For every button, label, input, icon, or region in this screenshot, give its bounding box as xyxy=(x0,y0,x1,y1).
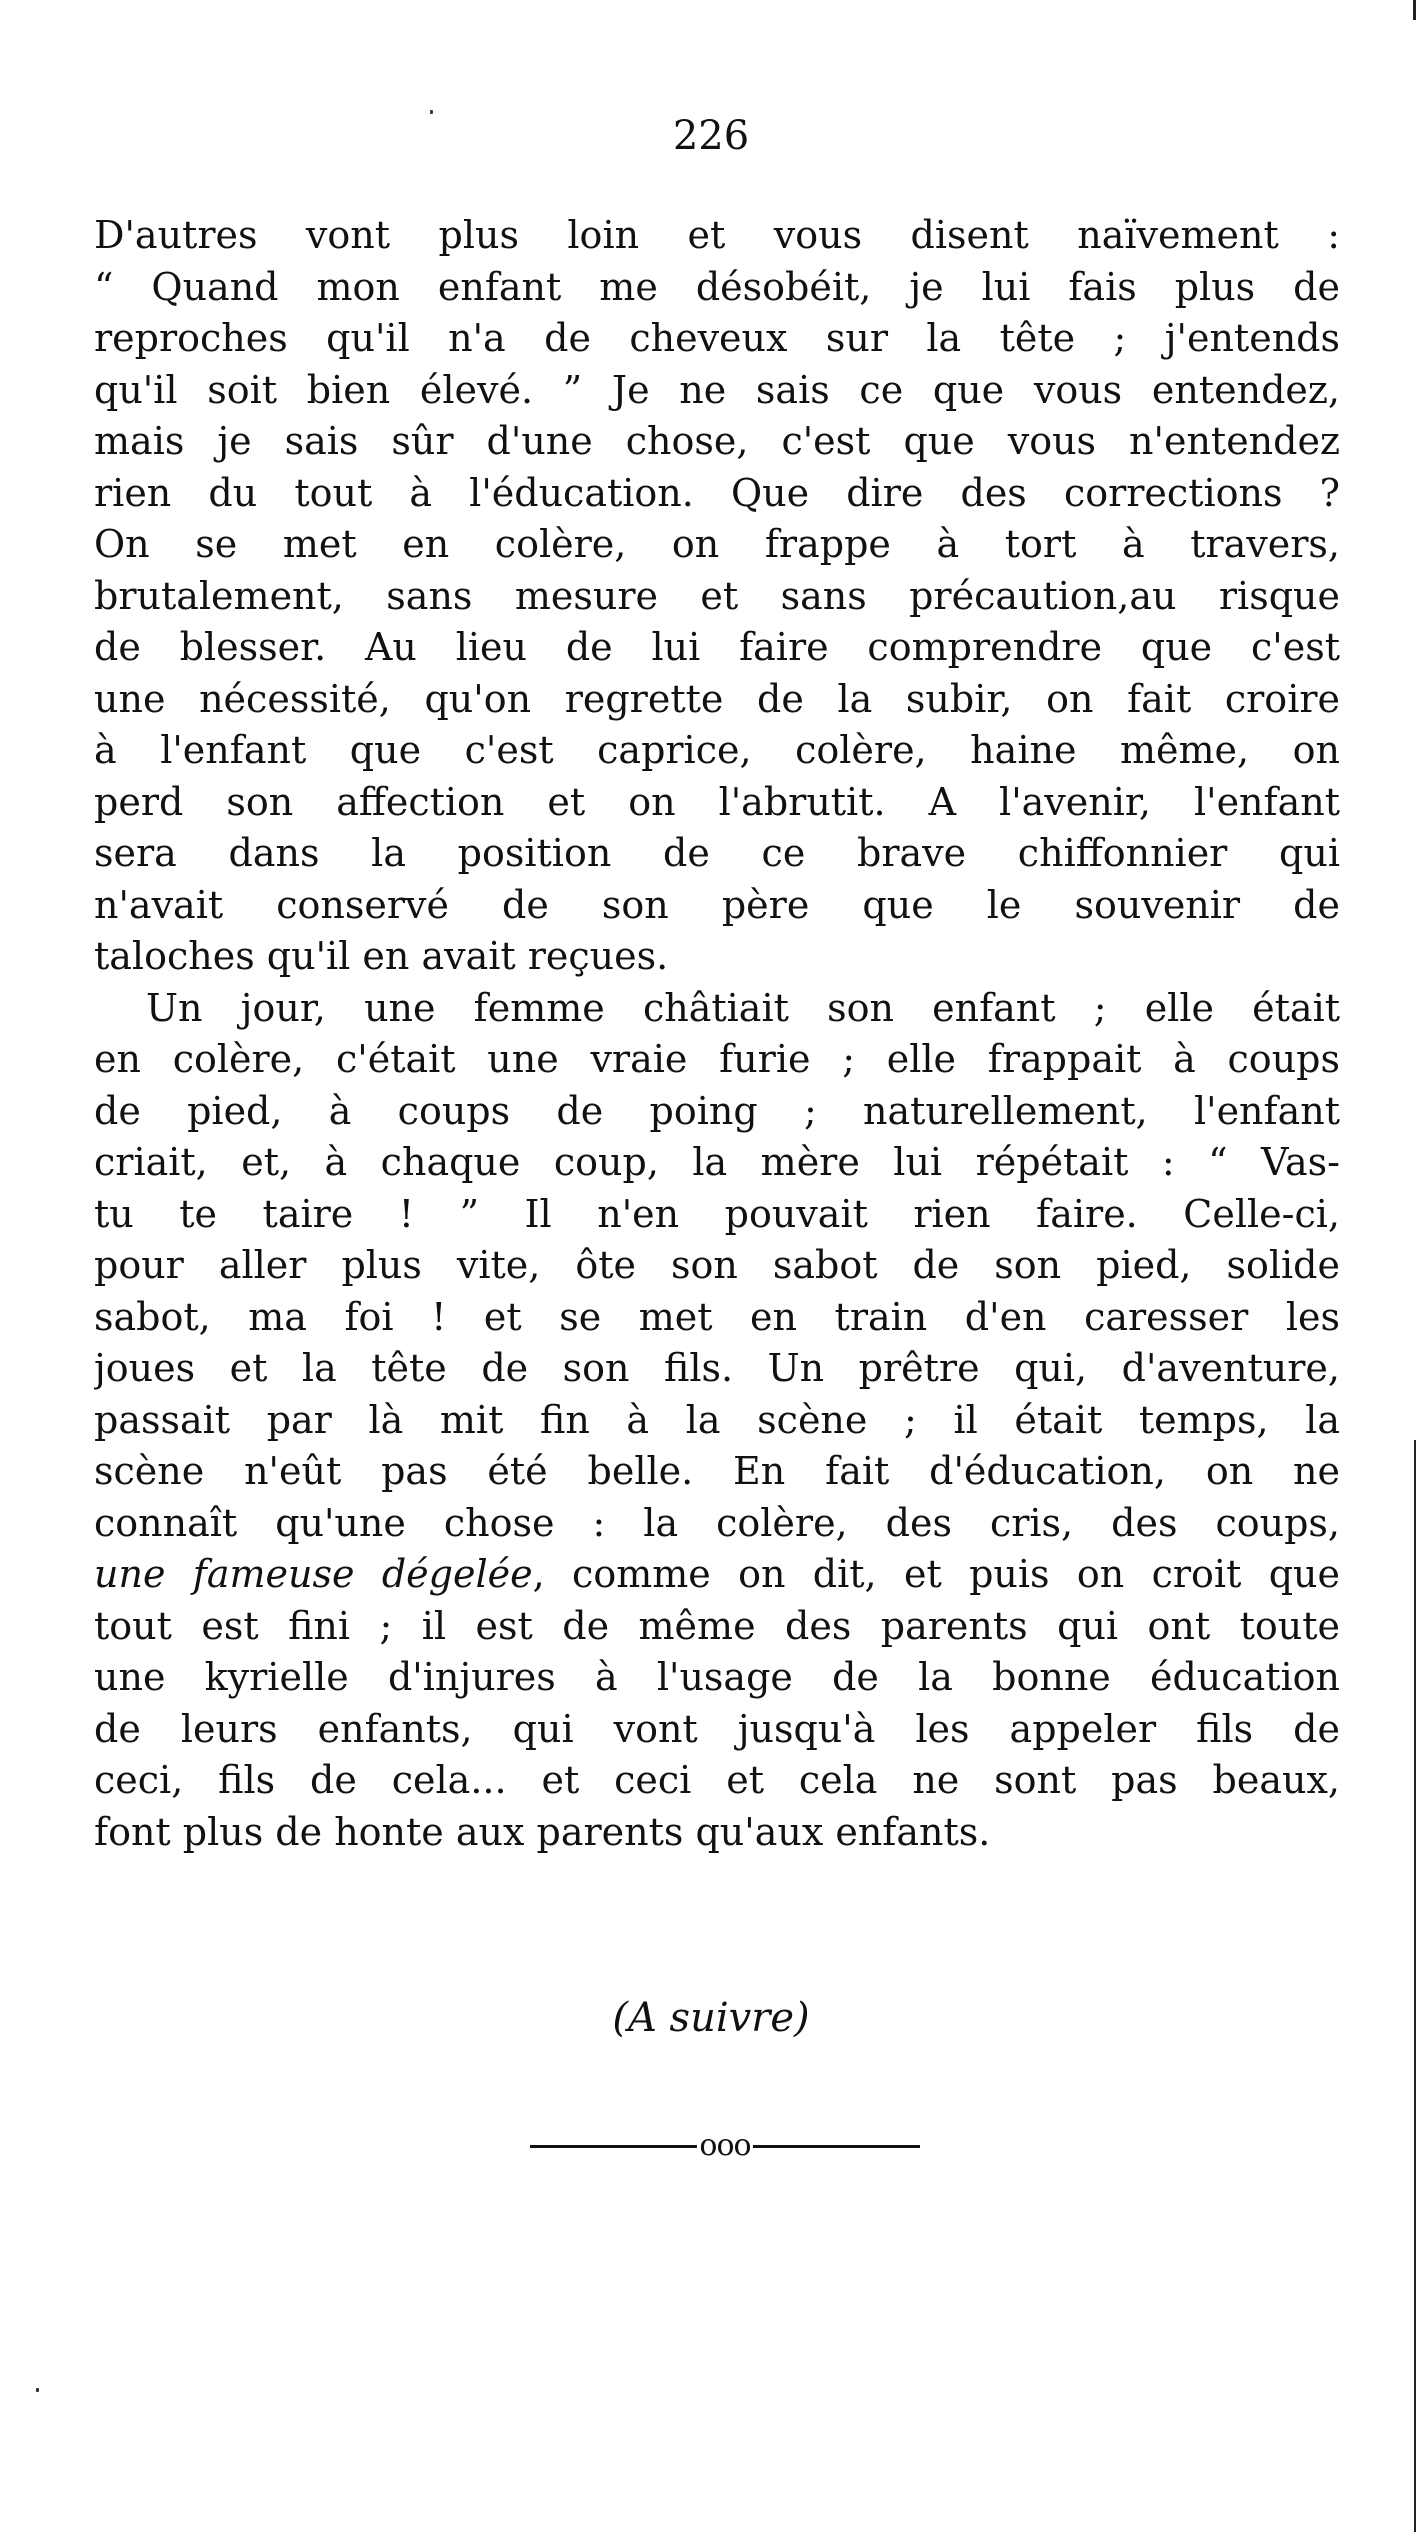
text-line: qu'il soit bien élevé. ” Je ne sais ce que vous entendez, xyxy=(94,367,1340,412)
scan-speck xyxy=(430,110,433,114)
ornament-rule-left xyxy=(530,2145,697,2148)
text-line: une kyrielle d'injures à l'usage de la bonne éducation xyxy=(94,1655,1340,1699)
text-line: de leurs enfants, qui vont jusqu'à les appeler fils de xyxy=(94,1706,1340,1751)
text-line: criait, et, à chaque coup, la mère lui répétait : “ Vas- xyxy=(94,1140,1340,1184)
text-line-with-italic xyxy=(94,1549,1340,1601)
text-line: scène n'eût pas été belle. En fait d'éducation, on ne xyxy=(94,1449,1340,1493)
close-paren: ) xyxy=(794,1995,810,2041)
text-line: une nécessité, qu'on regrette de la subir, on fait croire xyxy=(94,676,1340,721)
line-remainder: , comme on dit, et puis on croit que xyxy=(532,1552,1340,1596)
text-line: de blesser. Au lieu de lui faire comprendre que c'est xyxy=(94,625,1340,669)
paragraph-last-line: taloches qu'il en avait reçues. xyxy=(94,934,669,978)
paragraph-first-line: Un jour, une femme châtiait son enfant ; elle était xyxy=(146,985,1340,1030)
ornament-rule-right xyxy=(753,2145,920,2148)
text-line: joues et la tête de son fils. Un prêtre qui, d'aventure, xyxy=(94,1346,1340,1390)
text-line: connaît qu'une chose : la colère, des cris, des coups, xyxy=(94,1500,1340,1545)
text-line: brutalement, sans mesure et sans précaution,au risque xyxy=(94,573,1340,618)
text-line: “ Quand mon enfant me désobéit, je lui fais plus de xyxy=(94,264,1340,309)
text-line: perd son affection et on l'abrutit. A l'avenir, l'enfant xyxy=(94,779,1340,824)
text-line: rien du tout à l'éducation. Que dire des corrections ? xyxy=(94,470,1340,515)
scan-edge-line xyxy=(1414,1440,1416,2532)
text-line: tu te taire ! ” Il n'en pouvait rien faire. Celle-ci, xyxy=(94,1191,1340,1236)
paragraph-last-line: font plus de honte aux parents qu'aux enfants. xyxy=(94,1809,991,1854)
text-line: tout est fini ; il est de même des parents qui ont toute xyxy=(94,1603,1340,1648)
text-line: sabot, ma foi ! et se met en train d'en caresser les xyxy=(94,1294,1340,1339)
continuation-note xyxy=(0,1992,1422,2044)
italic-phrase: une fameuse dégelée xyxy=(94,1552,533,1596)
text-line: pour aller plus vite, ôte son sabot de son pied, solide xyxy=(94,1243,1340,1287)
body-text xyxy=(94,210,1340,1858)
open-paren: ( xyxy=(612,1995,628,2041)
text-line: On se met en colère, on frappe à tort à travers, xyxy=(94,522,1340,566)
text-line: de pied, à coups de poing ; naturellement, l'enfant xyxy=(94,1088,1340,1133)
scan-speck xyxy=(36,2388,39,2392)
text-line: en colère, c'était une vraie furie ; elle frappait à coups xyxy=(94,1037,1340,1081)
ornament-ooo: ooo xyxy=(699,2128,751,2163)
text-line: D'autres vont plus loin et vous disent naïvement : xyxy=(94,213,1340,257)
a-suivre-text: A suivre xyxy=(627,1995,795,2041)
page-number: 226 xyxy=(672,113,750,159)
scan-edge-mark xyxy=(1413,0,1416,20)
section-end-ornament xyxy=(530,2128,920,2164)
text-line: ceci, fils de cela... et ceci et cela ne sont pas beaux, xyxy=(94,1758,1340,1802)
text-line: à l'enfant que c'est caprice, colère, haine même, on xyxy=(94,728,1340,772)
text-line: sera dans la position de ce brave chiffonnier qui xyxy=(94,831,1340,875)
text-line: reproches qu'il n'a de cheveux sur la tête ; j'entends xyxy=(94,316,1340,360)
text-line: mais je sais sûr d'une chose, c'est que vous n'entendez xyxy=(94,419,1340,463)
text-line: n'avait conservé de son père que le souvenir de xyxy=(94,882,1340,927)
text-line: passait par là mit fin à la scène ; il était temps, la xyxy=(94,1397,1340,1442)
